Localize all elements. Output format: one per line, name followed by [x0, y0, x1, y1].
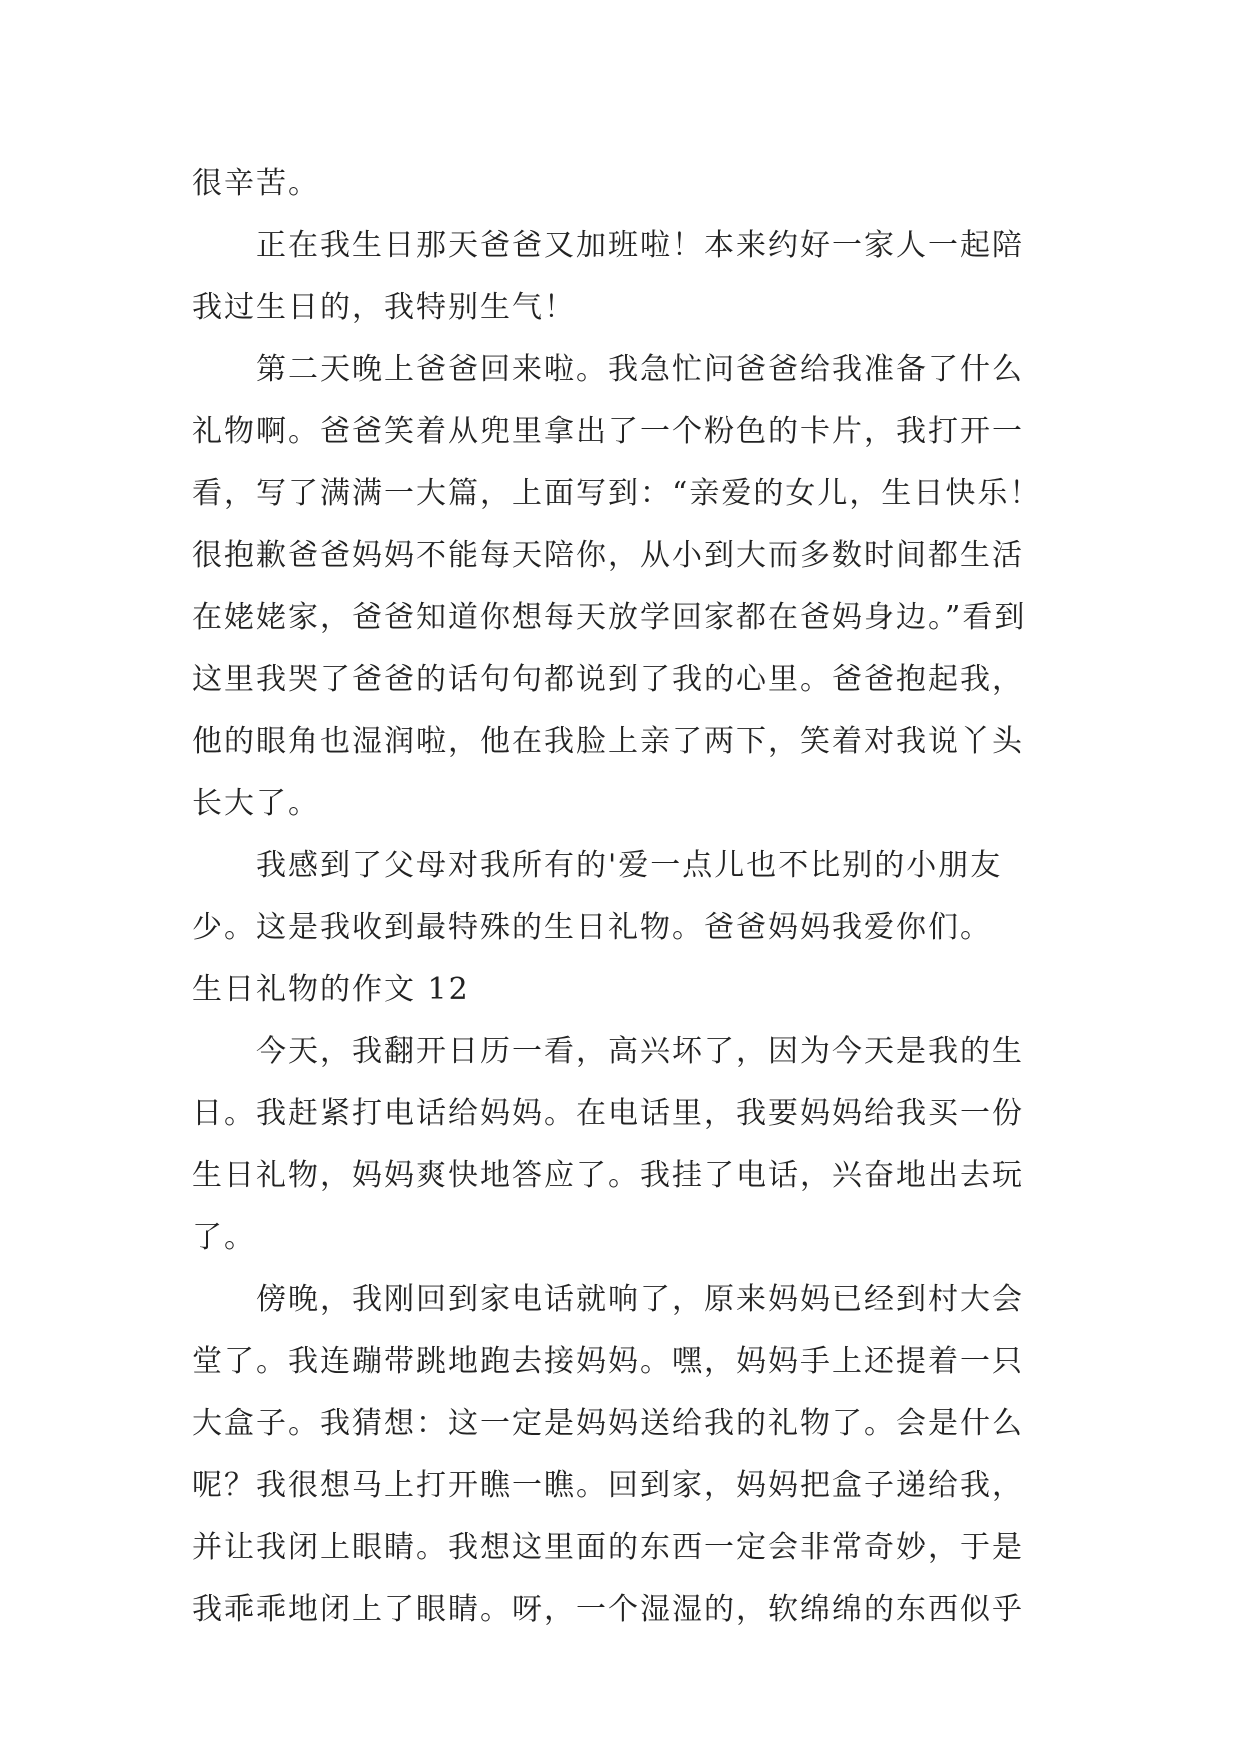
- document-body: [192, 153, 1052, 1641]
- paragraph: 傍晚，我刚回到家电话就响了，原来妈妈已经到村大会堂了。我连蹦带跳地跑去接妈妈。嘿，妈妈手上还提着一只大盒子。我猜想：这一定是妈妈送给我的礼物了。会是什么呢？我很想马上打开瞧一瞧。回到家，妈妈把盒子递给我，并让我闭上眼睛。我想这里面的东西一定会非常奇妙，于是我乖乖地闭上了眼睛。呀，一个湿湿的，软绵绵的东西似乎: [192, 1282, 1024, 1627]
- paragraph: 今天，我翻开日历一看，高兴坏了，因为今天是我的生日。我赶紧打电话给妈妈。在电话里，我要妈妈给我买一份生日礼物，妈妈爽快地答应了。我挂了电话，兴奋地出去玩了。: [192, 1034, 1024, 1255]
- section-heading: 生日礼物的作文 12: [192, 972, 470, 1007]
- paragraph: 第二天晚上爸爸回来啦。我急忙问爸爸给我准备了什么礼物啊。爸爸笑着从兜里拿出了一个粉色的卡片，我打开一看，写了满满一大篇，上面写到：“亲爱的女儿，生日快乐！很抱歉爸爸妈妈不能每天陪你，从小到大而多数时间都生活在姥姥家，爸爸知道你想每天放学回家都在爸妈身边。”看到这里我哭了爸爸的话句句都说到了我的心里。爸爸抱起我，他的眼角也湿润啦，他在我脸上亲了两下，笑着对我说丫头长大了。: [192, 352, 1042, 821]
- paragraph: 正在我生日那天爸爸又加班啦！本来约好一家人一起陪我过生日的，我特别生气！: [192, 228, 1024, 325]
- paragraph-continuation: 很辛苦。: [192, 166, 320, 201]
- paragraph: 我感到了父母对我所有的'爱一点儿也不比别的小朋友少。这是我收到最特殊的生日礼物。爸爸妈妈我爱你们。: [192, 848, 1003, 945]
